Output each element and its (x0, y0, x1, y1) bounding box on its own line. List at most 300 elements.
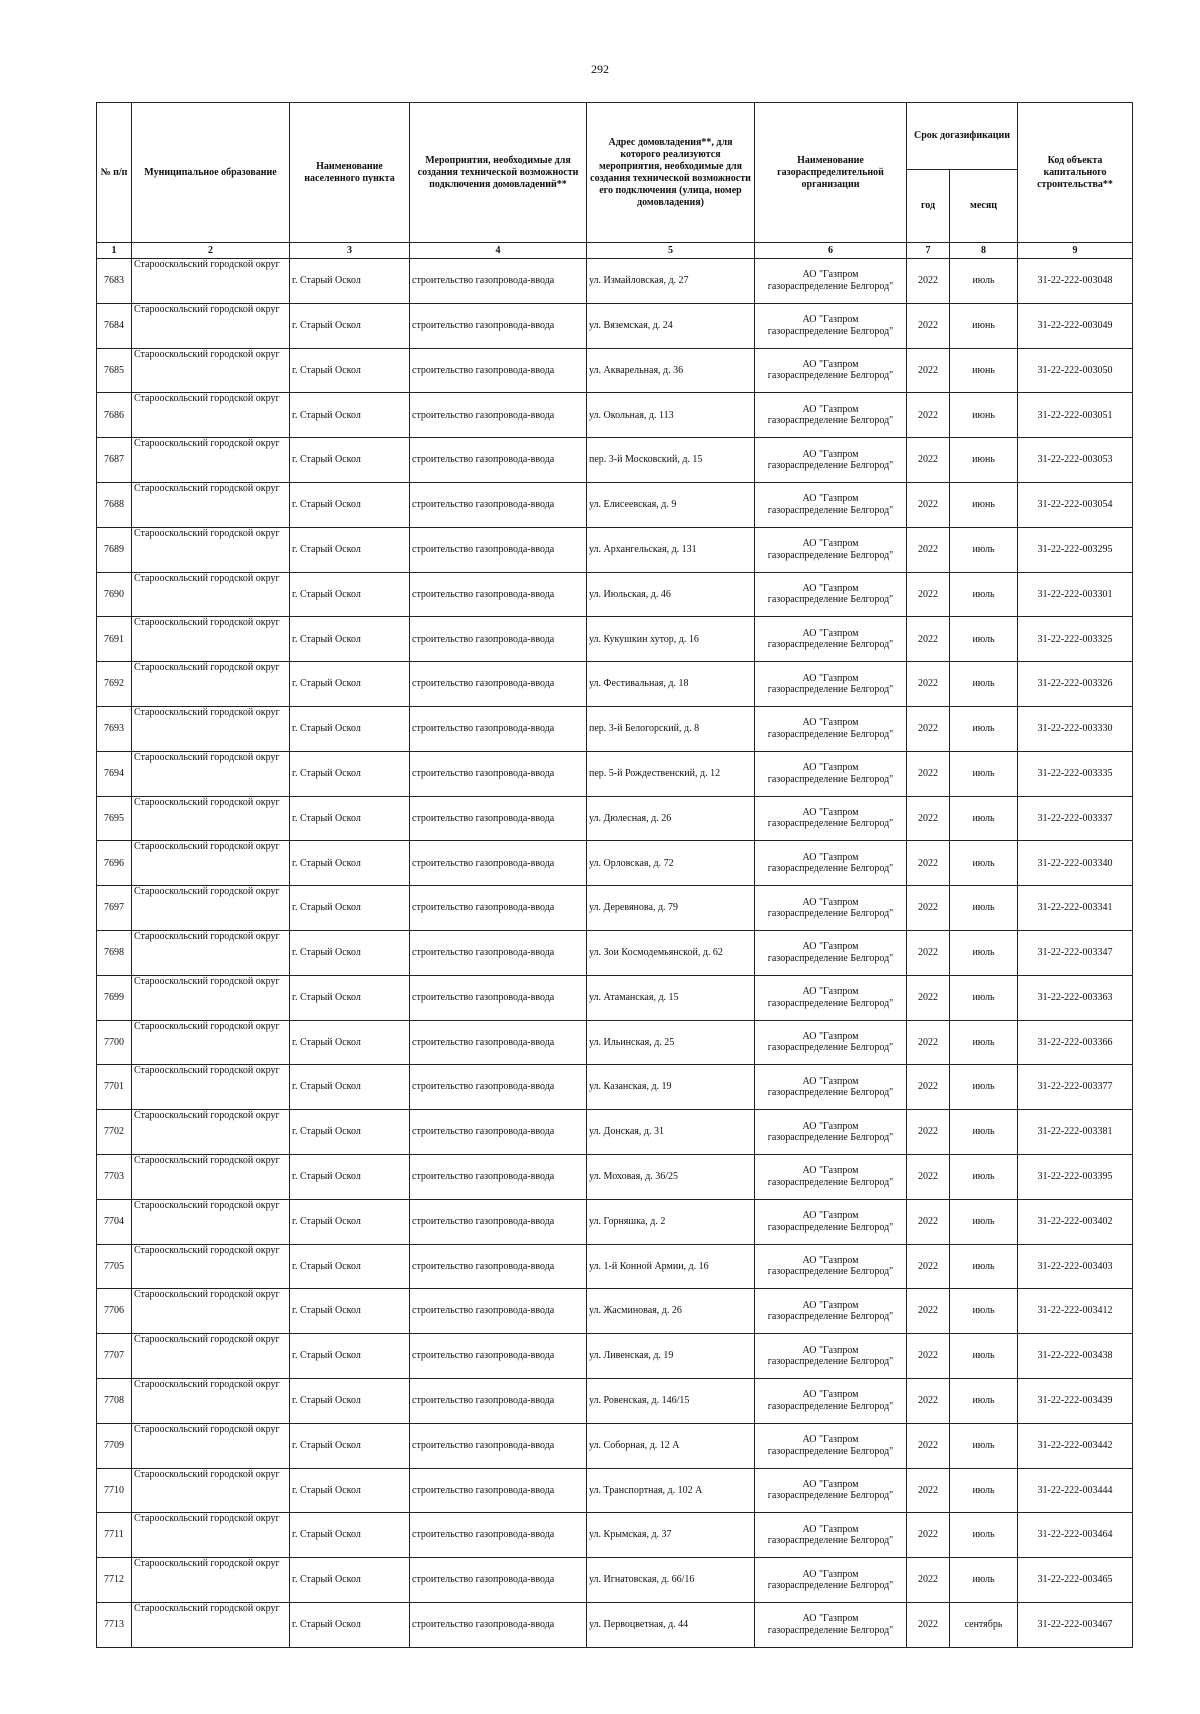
table-row (97, 1154, 1133, 1199)
org-name-line: АО "Газпром (802, 986, 859, 998)
municipality-cell: Старооскольский городской округ (132, 751, 290, 796)
measure-cell: строительство газопровода-ввода (410, 1602, 587, 1647)
code-cell: 31-22-222-003340 (1018, 841, 1133, 886)
table-row (97, 617, 1133, 662)
org-cell (755, 1513, 907, 1558)
municipality-cell: Старооскольский городской округ (132, 975, 290, 1020)
year-cell: 2022 (907, 482, 950, 527)
org-name-line: АО "Газпром (802, 851, 859, 863)
settlement-cell: г. Старый Оскол (290, 1334, 410, 1379)
month-cell: июль (950, 975, 1018, 1020)
year-cell: 2022 (907, 1513, 950, 1558)
address-cell: ул. Ильинская, д. 25 (587, 1020, 755, 1065)
org-name-line: газораспределение Белгород" (767, 415, 894, 427)
table-row (97, 886, 1133, 931)
address-cell: ул. Ливенская, д. 19 (587, 1334, 755, 1379)
table-row (97, 975, 1133, 1020)
year-cell: 2022 (907, 259, 950, 304)
month-cell: июль (950, 617, 1018, 662)
table-row (97, 303, 1133, 348)
code-cell: 31-22-222-003363 (1018, 975, 1133, 1020)
org-name-line: АО "Газпром (802, 1568, 859, 1580)
row-number: 7699 (97, 975, 132, 1020)
address-cell: ул. Соборная, д. 12 А (587, 1423, 755, 1468)
org-name-line: газораспределение Белгород" (767, 325, 894, 337)
table-row (97, 259, 1133, 304)
code-cell: 31-22-222-003465 (1018, 1558, 1133, 1603)
year-cell: 2022 (907, 572, 950, 617)
column-number: 8 (950, 243, 1018, 259)
measure-cell: строительство газопровода-ввода (410, 751, 587, 796)
measure-cell: строительство газопровода-ввода (410, 975, 587, 1020)
org-name-line: газораспределение Белгород" (767, 1400, 894, 1412)
row-number: 7708 (97, 1378, 132, 1423)
org-name-line: АО "Газпром (802, 538, 859, 550)
municipality-cell: Старооскольский городской округ (132, 1154, 290, 1199)
municipality-cell: Старооскольский городской округ (132, 1244, 290, 1289)
org-name-line: газораспределение Белгород" (767, 1490, 894, 1502)
org-name-line: АО "Газпром (802, 1210, 859, 1222)
municipality-cell: Старооскольский городской округ (132, 1020, 290, 1065)
address-cell: пер. 5-й Рождественский, д. 12 (587, 751, 755, 796)
org-name-line: газораспределение Белгород" (767, 1535, 894, 1547)
year-cell: 2022 (907, 1110, 950, 1155)
year-cell: 2022 (907, 617, 950, 662)
org-name-line: газораспределение Белгород" (767, 1311, 894, 1323)
org-cell (755, 1065, 907, 1110)
row-number: 7691 (97, 617, 132, 662)
year-cell: 2022 (907, 841, 950, 886)
org-name-line: АО "Газпром (802, 672, 859, 684)
org-name-line: газораспределение Белгород" (767, 1042, 894, 1054)
row-number: 7706 (97, 1289, 132, 1334)
year-cell: 2022 (907, 303, 950, 348)
org-name-line: газораспределение Белгород" (767, 773, 894, 785)
settlement-cell: г. Старый Оскол (290, 1513, 410, 1558)
table-row (97, 348, 1133, 393)
municipality-cell: Старооскольский городской округ (132, 706, 290, 751)
org-name-line: АО "Газпром (802, 1165, 859, 1177)
org-name-line: газораспределение Белгород" (767, 1087, 894, 1099)
month-cell: июль (950, 1378, 1018, 1423)
header-year: год (907, 170, 950, 243)
address-cell: ул. Жасминовая, д. 26 (587, 1289, 755, 1334)
row-number: 7693 (97, 706, 132, 751)
header-measures: Мероприятия, необходимые для создания технической возможности подключения домовладений** (410, 103, 587, 243)
measure-cell: строительство газопровода-ввода (410, 393, 587, 438)
code-cell: 31-22-222-003347 (1018, 930, 1133, 975)
settlement-cell: г. Старый Оскол (290, 1199, 410, 1244)
address-cell: ул. Атаманская, д. 15 (587, 975, 755, 1020)
month-cell: июнь (950, 393, 1018, 438)
month-cell: июль (950, 527, 1018, 572)
measure-cell: строительство газопровода-ввода (410, 1020, 587, 1065)
measure-cell: строительство газопровода-ввода (410, 1199, 587, 1244)
org-cell (755, 841, 907, 886)
column-number: 6 (755, 243, 907, 259)
municipality-cell: Старооскольский городской округ (132, 886, 290, 931)
code-cell: 31-22-222-003054 (1018, 482, 1133, 527)
code-cell: 31-22-222-003403 (1018, 1244, 1133, 1289)
code-cell: 31-22-222-003301 (1018, 572, 1133, 617)
org-name-line: АО "Газпром (802, 403, 859, 415)
code-cell: 31-22-222-003444 (1018, 1468, 1133, 1513)
address-cell: ул. Орловская, д. 72 (587, 841, 755, 886)
org-name-line: АО "Газпром (802, 582, 859, 594)
table-row (97, 751, 1133, 796)
header-settlement: Наименование населенного пункта (290, 103, 410, 243)
settlement-cell: г. Старый Оскол (290, 259, 410, 304)
org-name-line: АО "Газпром (802, 806, 859, 818)
table-row (97, 438, 1133, 483)
table-row (97, 1199, 1133, 1244)
municipality-cell: Старооскольский городской округ (132, 1334, 290, 1379)
row-number: 7684 (97, 303, 132, 348)
row-number: 7710 (97, 1468, 132, 1513)
table-row (97, 1110, 1133, 1155)
row-number: 7713 (97, 1602, 132, 1647)
month-cell: июль (950, 1199, 1018, 1244)
measure-cell: строительство газопровода-ввода (410, 1513, 587, 1558)
address-cell: ул. Дюлесная, д. 26 (587, 796, 755, 841)
column-number: 4 (410, 243, 587, 259)
row-number: 7704 (97, 1199, 132, 1244)
org-cell (755, 303, 907, 348)
org-name-line: АО "Газпром (802, 627, 859, 639)
code-cell: 31-22-222-003325 (1018, 617, 1133, 662)
municipality-cell: Старооскольский городской округ (132, 482, 290, 527)
municipality-cell: Старооскольский городской округ (132, 930, 290, 975)
year-cell: 2022 (907, 393, 950, 438)
year-cell: 2022 (907, 1378, 950, 1423)
row-number: 7696 (97, 841, 132, 886)
municipality-cell: Старооскольский городской округ (132, 1558, 290, 1603)
org-cell (755, 259, 907, 304)
year-cell: 2022 (907, 751, 950, 796)
settlement-cell: г. Старый Оскол (290, 617, 410, 662)
org-cell (755, 348, 907, 393)
address-cell: ул. Зои Космодемьянской, д. 62 (587, 930, 755, 975)
org-name-line: газораспределение Белгород" (767, 1176, 894, 1188)
org-name-line: газораспределение Белгород" (767, 1266, 894, 1278)
measure-cell: строительство газопровода-ввода (410, 1558, 587, 1603)
table-row (97, 706, 1133, 751)
org-name-line: АО "Газпром (802, 1030, 859, 1042)
org-name-line: газораспределение Белгород" (767, 997, 894, 1009)
org-cell (755, 1468, 907, 1513)
org-name-line: газораспределение Белгород" (767, 460, 894, 472)
municipality-cell: Старооскольский городской округ (132, 617, 290, 662)
municipality-cell: Старооскольский городской округ (132, 796, 290, 841)
address-cell: ул. Фестивальная, д. 18 (587, 662, 755, 707)
settlement-cell: г. Старый Оскол (290, 1244, 410, 1289)
year-cell: 2022 (907, 1334, 950, 1379)
settlement-cell: г. Старый Оскол (290, 1065, 410, 1110)
org-name-line: АО "Газпром (802, 1613, 859, 1625)
year-cell: 2022 (907, 1020, 950, 1065)
org-cell (755, 482, 907, 527)
measure-cell: строительство газопровода-ввода (410, 1110, 587, 1155)
org-name-line: газораспределение Белгород" (767, 1221, 894, 1233)
municipality-cell: Старооскольский городской округ (132, 1289, 290, 1334)
org-name-line: газораспределение Белгород" (767, 952, 894, 964)
year-cell: 2022 (907, 1199, 950, 1244)
month-cell: июль (950, 259, 1018, 304)
row-number: 7702 (97, 1110, 132, 1155)
year-cell: 2022 (907, 930, 950, 975)
measure-cell: строительство газопровода-ввода (410, 259, 587, 304)
year-cell: 2022 (907, 1065, 950, 1110)
address-cell: ул. Игнатовская, д. 66/16 (587, 1558, 755, 1603)
year-cell: 2022 (907, 796, 950, 841)
settlement-cell: г. Старый Оскол (290, 482, 410, 527)
org-name-line: газораспределение Белгород" (767, 1624, 894, 1636)
month-cell: июль (950, 1065, 1018, 1110)
month-cell: июль (950, 1334, 1018, 1379)
code-cell: 31-22-222-003438 (1018, 1334, 1133, 1379)
code-cell: 31-22-222-003330 (1018, 706, 1133, 751)
org-name-line: АО "Газпром (802, 1434, 859, 1446)
org-name-line: АО "Газпром (802, 269, 859, 281)
org-name-line: газораспределение Белгород" (767, 370, 894, 382)
table-row (97, 796, 1133, 841)
code-cell: 31-22-222-003381 (1018, 1110, 1133, 1155)
measure-cell: строительство газопровода-ввода (410, 662, 587, 707)
month-cell: июль (950, 796, 1018, 841)
code-cell: 31-22-222-003366 (1018, 1020, 1133, 1065)
header-address: Адрес домовладения**, для которого реализуются мероприятия, необходимые для создания технической возможности его подключения (улица, номер домовладения) (587, 103, 755, 243)
measure-cell: строительство газопровода-ввода (410, 348, 587, 393)
column-number: 3 (290, 243, 410, 259)
month-cell: июнь (950, 348, 1018, 393)
address-cell: ул. Окольная, д. 113 (587, 393, 755, 438)
table-row (97, 662, 1133, 707)
table-row (97, 1602, 1133, 1647)
year-cell: 2022 (907, 1423, 950, 1468)
org-name-line: АО "Газпром (802, 358, 859, 370)
org-name-line: газораспределение Белгород" (767, 280, 894, 292)
settlement-cell: г. Старый Оскол (290, 1378, 410, 1423)
year-cell: 2022 (907, 348, 950, 393)
row-number: 7701 (97, 1065, 132, 1110)
year-cell: 2022 (907, 527, 950, 572)
org-cell (755, 1602, 907, 1647)
month-cell: июль (950, 1423, 1018, 1468)
org-cell (755, 438, 907, 483)
table-row (97, 930, 1133, 975)
address-cell: ул. Деревянова, д. 79 (587, 886, 755, 931)
month-cell: сентябрь (950, 1602, 1018, 1647)
municipality-cell: Старооскольский городской округ (132, 438, 290, 483)
year-cell: 2022 (907, 1558, 950, 1603)
org-cell (755, 1020, 907, 1065)
settlement-cell: г. Старый Оскол (290, 1468, 410, 1513)
header-municipality: Муниципальное образование (132, 103, 290, 243)
measure-cell: строительство газопровода-ввода (410, 1244, 587, 1289)
code-cell: 31-22-222-003053 (1018, 438, 1133, 483)
row-number: 7687 (97, 438, 132, 483)
code-cell: 31-22-222-003050 (1018, 348, 1133, 393)
header-term: Срок догазификации (907, 103, 1018, 170)
year-cell: 2022 (907, 975, 950, 1020)
settlement-cell: г. Старый Оскол (290, 662, 410, 707)
table-row (97, 1423, 1133, 1468)
code-cell: 31-22-222-003337 (1018, 796, 1133, 841)
code-cell: 31-22-222-003335 (1018, 751, 1133, 796)
org-name-line: АО "Газпром (802, 314, 859, 326)
table-row (97, 1468, 1133, 1513)
year-cell: 2022 (907, 1244, 950, 1289)
row-number: 7697 (97, 886, 132, 931)
month-cell: июль (950, 706, 1018, 751)
org-name-line: АО "Газпром (802, 1299, 859, 1311)
org-cell (755, 662, 907, 707)
municipality-cell: Старооскольский городской округ (132, 1110, 290, 1155)
row-number: 7709 (97, 1423, 132, 1468)
measure-cell: строительство газопровода-ввода (410, 930, 587, 975)
org-name-line: АО "Газпром (802, 896, 859, 908)
code-cell: 31-22-222-003048 (1018, 259, 1133, 304)
org-cell (755, 706, 907, 751)
measure-cell: строительство газопровода-ввода (410, 1154, 587, 1199)
address-cell: ул. Крымская, д. 37 (587, 1513, 755, 1558)
month-cell: июль (950, 1558, 1018, 1603)
code-cell: 31-22-222-003467 (1018, 1602, 1133, 1647)
settlement-cell: г. Старый Оскол (290, 706, 410, 751)
measure-cell: строительство газопровода-ввода (410, 706, 587, 751)
table-row (97, 482, 1133, 527)
municipality-cell: Старооскольский городской округ (132, 1378, 290, 1423)
code-cell: 31-22-222-003464 (1018, 1513, 1133, 1558)
municipality-cell: Старооскольский городской округ (132, 1602, 290, 1647)
row-number: 7703 (97, 1154, 132, 1199)
month-cell: июль (950, 1244, 1018, 1289)
year-cell: 2022 (907, 1289, 950, 1334)
org-name-line: газораспределение Белгород" (767, 504, 894, 516)
code-cell: 31-22-222-003049 (1018, 303, 1133, 348)
year-cell: 2022 (907, 438, 950, 483)
org-cell (755, 930, 907, 975)
row-number: 7711 (97, 1513, 132, 1558)
row-number: 7705 (97, 1244, 132, 1289)
org-cell (755, 886, 907, 931)
month-cell: июль (950, 841, 1018, 886)
measure-cell: строительство газопровода-ввода (410, 1378, 587, 1423)
org-name-line: АО "Газпром (802, 941, 859, 953)
settlement-cell: г. Старый Оскол (290, 1110, 410, 1155)
month-cell: июль (950, 930, 1018, 975)
table-row (97, 841, 1133, 886)
address-cell: ул. Вяземская, д. 24 (587, 303, 755, 348)
table-row (97, 1513, 1133, 1558)
address-cell: ул. Кукушкин хутор, д. 16 (587, 617, 755, 662)
header-org: Наименование газораспределительной организации (755, 103, 907, 243)
settlement-cell: г. Старый Оскол (290, 527, 410, 572)
settlement-cell: г. Старый Оскол (290, 841, 410, 886)
month-cell: июль (950, 1154, 1018, 1199)
measure-cell: строительство газопровода-ввода (410, 796, 587, 841)
code-cell: 31-22-222-003326 (1018, 662, 1133, 707)
column-number: 2 (132, 243, 290, 259)
table-body (97, 259, 1133, 1648)
settlement-cell: г. Старый Оскол (290, 1289, 410, 1334)
settlement-cell: г. Старый Оскол (290, 886, 410, 931)
settlement-cell: г. Старый Оскол (290, 572, 410, 617)
org-name-line: АО "Газпром (802, 1344, 859, 1356)
month-cell: июль (950, 1020, 1018, 1065)
table-row (97, 1065, 1133, 1110)
address-cell: ул. Казанская, д. 19 (587, 1065, 755, 1110)
org-cell (755, 617, 907, 662)
org-name-line: газораспределение Белгород" (767, 728, 894, 740)
column-number: 7 (907, 243, 950, 259)
code-cell: 31-22-222-003295 (1018, 527, 1133, 572)
measure-cell: строительство газопровода-ввода (410, 303, 587, 348)
measure-cell: строительство газопровода-ввода (410, 886, 587, 931)
address-cell: ул. Июльская, д. 46 (587, 572, 755, 617)
address-cell: ул. Моховая, д. 36/25 (587, 1154, 755, 1199)
org-name-line: газораспределение Белгород" (767, 863, 894, 875)
row-number: 7694 (97, 751, 132, 796)
org-name-line: газораспределение Белгород" (767, 908, 894, 920)
org-cell (755, 1244, 907, 1289)
code-cell: 31-22-222-003377 (1018, 1065, 1133, 1110)
org-name-line: АО "Газпром (802, 448, 859, 460)
org-cell (755, 751, 907, 796)
address-cell: ул. Первоцветная, д. 44 (587, 1602, 755, 1647)
municipality-cell: Старооскольский городской округ (132, 259, 290, 304)
org-name-line: газораспределение Белгород" (767, 639, 894, 651)
measure-cell: строительство газопровода-ввода (410, 1334, 587, 1379)
municipality-cell: Старооскольский городской округ (132, 527, 290, 572)
org-cell (755, 1199, 907, 1244)
column-number: 9 (1018, 243, 1133, 259)
municipality-cell: Старооскольский городской округ (132, 303, 290, 348)
org-cell (755, 1378, 907, 1423)
org-cell (755, 1289, 907, 1334)
code-cell: 31-22-222-003439 (1018, 1378, 1133, 1423)
table-row (97, 1334, 1133, 1379)
org-name-line: газораспределение Белгород" (767, 1580, 894, 1591)
address-cell: ул. 1-й Конной Армии, д. 16 (587, 1244, 755, 1289)
table-row (97, 1020, 1133, 1065)
table-row (97, 527, 1133, 572)
settlement-cell: г. Старый Оскол (290, 393, 410, 438)
settlement-cell: г. Старый Оскол (290, 438, 410, 483)
municipality-cell: Старооскольский городской округ (132, 393, 290, 438)
code-cell: 31-22-222-003341 (1018, 886, 1133, 931)
municipality-cell: Старооскольский городской округ (132, 841, 290, 886)
year-cell: 2022 (907, 1602, 950, 1647)
year-cell: 2022 (907, 706, 950, 751)
municipality-cell: Старооскольский городской округ (132, 1468, 290, 1513)
month-cell: июль (950, 1289, 1018, 1334)
address-cell: ул. Горняшка, д. 2 (587, 1199, 755, 1244)
measure-cell: строительство газопровода-ввода (410, 438, 587, 483)
table-row (97, 1558, 1133, 1603)
year-cell: 2022 (907, 886, 950, 931)
settlement-cell: г. Старый Оскол (290, 303, 410, 348)
measure-cell: строительство газопровода-ввода (410, 617, 587, 662)
row-number: 7712 (97, 1558, 132, 1603)
org-cell (755, 1558, 907, 1603)
org-cell (755, 1334, 907, 1379)
org-name-line: газораспределение Белгород" (767, 684, 894, 696)
row-number: 7692 (97, 662, 132, 707)
row-number: 7690 (97, 572, 132, 617)
measure-cell: строительство газопровода-ввода (410, 1468, 587, 1513)
measure-cell: строительство газопровода-ввода (410, 482, 587, 527)
